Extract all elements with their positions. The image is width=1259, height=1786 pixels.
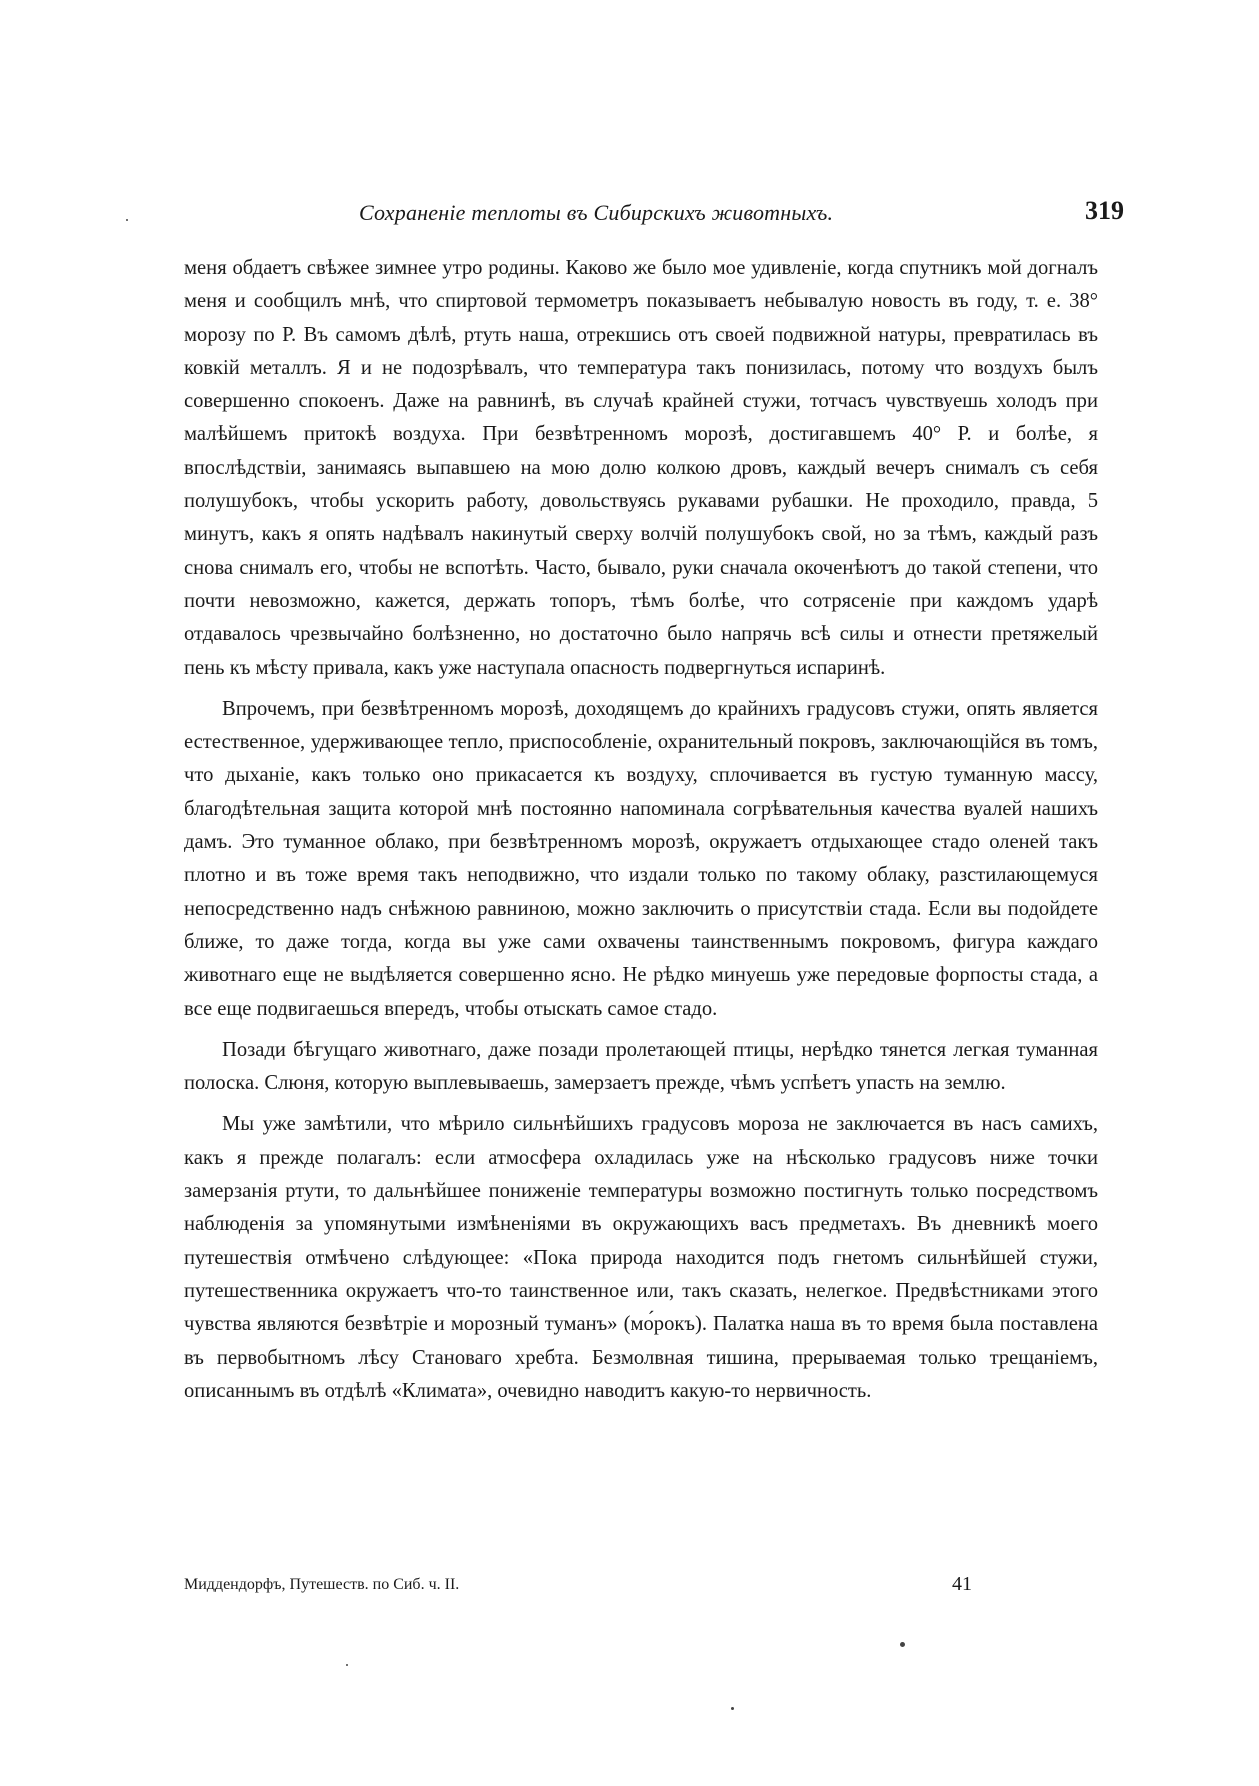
- printer-signature: Миддендорфъ, Путешеств. по Сиб. ч. II.: [184, 1576, 460, 1593]
- scan-speck: [731, 1707, 734, 1710]
- sheet-number: 41: [952, 1573, 972, 1595]
- page-number: 319: [1085, 196, 1124, 225]
- paragraph-3: Позади бѣгущаго животнаго, даже позади пролетающей птицы, нерѣдко тянется легкая туманная полоска. Слюня, которую выплевываешь, замерзаетъ прежде, чѣмъ успѣетъ упасть на землю.: [184, 1038, 1098, 1095]
- paragraph-2: Впрочемъ, при безвѣтренномъ морозѣ, доходящемъ до крайнихъ градусовъ стужи, опять является естественное, удерживающее тепло, приспособленіе, охранительный покровъ, заключающійся въ томъ, что дыханіе, какъ только оно прикасается къ воздуху, сплочивается въ густую туманную массу, благодѣтельная защита которой мнѣ постоянно напоминала согрѣвательныя качества вуалей нашихъ дамъ. Это туманное облако, при безвѣтренномъ морозѣ, окружаетъ отдыхающее стадо оленей такъ плотно и въ тоже время такъ неподвижно, что издали только по такому облаку, разстилающемуся непосредственно надъ снѣжною равниною, можно заключить о присутствіи стада. Если вы подойдете ближе, то даже тогда, когда вы уже сами охвачены таинственнымъ покровомъ, фигура каждаго животнаго еще не выдѣляется совершенно ясно. Не рѣдко минуешь уже передовые форпосты стада, а все еще подвигаешься впередъ, чтобы отыскать самое стадо.: [184, 697, 1098, 1020]
- running-title: Сохраненіе теплоты въ Сибирскихъ животныхъ.: [359, 200, 834, 225]
- scan-speck: [346, 1664, 348, 1666]
- page-footer: [184, 1573, 1098, 1606]
- scan-speck: [900, 1642, 905, 1647]
- paragraph-1: меня обдаетъ свѣжее зимнее утро родины. Каково же было мое удивленіе, когда спутникъ мой догналъ меня и сообщилъ мнѣ, что спиртовой термометръ показываетъ небывалую новость въ году, т. е. 38° морозу по Р. Въ самомъ дѣлѣ, ртуть наша, отрекшись отъ своей подвижной натуры, превратилась въ ковкій металлъ. Я и не подозрѣвалъ, что температура такъ понизилась, потому что воздухъ былъ совершенно спокоенъ. Даже на равнинѣ, въ случаѣ крайней стужи, тотчасъ чувствуешь холодъ при малѣйшемъ притокѣ воздуха. При безвѣтренномъ морозѣ, достигавшемъ 40° Р. и болѣе, я впослѣдствіи, занимаясь выпавшею на мою долю колкою дровъ, каждый вечеръ снималъ съ себя полушубокъ, чтобы ускорить работу, довольствуясь рукавами рубашки. Не проходило, правда, 5 минутъ, какъ я опять надѣвалъ накинутый сверху волчій полушубокъ свой, но за тѣмъ, каждый разъ снова снималъ его, чтобы не вспотѣть. Часто, бывало, руки сначала окоченѣютъ до такой степени, что почти невозможно, кажется, держать топоръ, тѣмъ болѣе, что сотрясеніе при каждомъ ударѣ отдавалось чрезвычайно болѣзненно, но достаточно было напрячь всѣ силы и отнести претяжелый пень къ мѣсту привала, какъ уже наступала опасность подвергнуться испаринѣ.: [184, 257, 1098, 679]
- scan-speck: [126, 219, 128, 221]
- body-text: [184, 252, 1098, 1416]
- paragraph-4: Мы уже замѣтили, что мѣрило сильнѣйшихъ градусовъ мороза не заключается въ насъ самихъ, какъ я прежде полагалъ: если атмосфера охладилась уже на нѣсколько градусовъ ниже точки замерзанія ртути, то дальнѣйшее пониженіе температуры возможно постигнуть только посредствомъ наблюденія за упомянутыми измѣненіями въ окружающихъ васъ предметахъ. Въ дневникѣ моего путешествія отмѣчено слѣдующее: «Пока природа находится подъ гнетомъ сильнѣйшей стужи, путешественника окружаетъ что-то таинственное или, такъ сказать, нелегкое. Предвѣстниками этого чувства являются безвѣтріе и морозный туманъ» (мо́рокъ). Палатка наша въ то время была поставлена въ первобытномъ лѣсу Становаго хребта. Безмолвная тишина, прерываемая только трещаніемъ, описаннымъ въ отдѣлѣ «Климата», очевидно наводитъ какую-то нервичность.: [184, 1113, 1098, 1402]
- page-header: [184, 196, 1124, 236]
